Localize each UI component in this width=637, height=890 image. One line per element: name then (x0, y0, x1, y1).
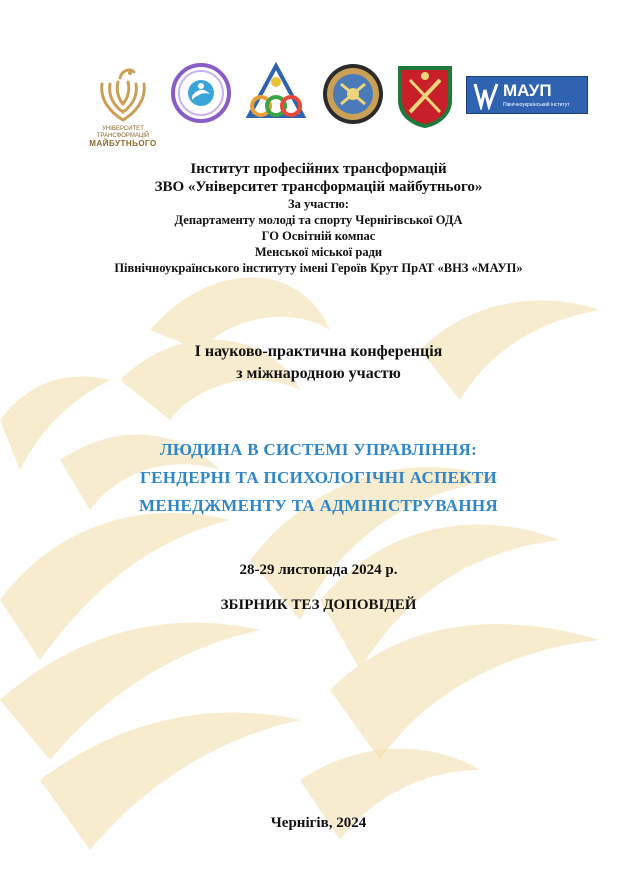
conference-line-1: І науково-практична конференція (194, 343, 443, 360)
phoenix-icon (90, 62, 156, 126)
title-line-1: ЛЮДИНА В СИСТЕМІ УПРАВЛІННЯ: (159, 440, 478, 459)
maup-badge (466, 76, 588, 114)
shield-icon (396, 62, 454, 128)
mena-logo (243, 62, 309, 124)
city-year: Чернігів, 2024 (270, 815, 367, 831)
title-line-3: МЕНЕДЖМЕНТУ ТА АДМІНІСТРУВАННЯ (139, 496, 498, 515)
conference-line-2: з міжнародною участю (236, 365, 401, 382)
triangle-rings-icon (243, 62, 309, 124)
organizer-institute: Інститут професійних трансформацій (190, 161, 447, 177)
maup-logo (466, 62, 588, 114)
chernihiv-emblem-logo (321, 62, 385, 126)
organizer-university: ЗВО «Університет трансформацій майбутнього» (154, 179, 483, 195)
participant-item: Менської міської ради (254, 245, 383, 259)
logo-caption-top: УНІВЕРСИТЕТ ТРАНСФОРМАЦІЙ (96, 126, 150, 139)
conference-type (0, 341, 637, 385)
maup-subtitle: Північноукраїнський інститут (502, 102, 570, 108)
compass-circle-icon (170, 62, 232, 124)
round-emblem-icon (321, 62, 385, 126)
partner-logos-row (88, 62, 588, 152)
maup-title: МАУП (502, 81, 552, 100)
participant-item: Департаменту молоді та спорту Чернігівської ОДА (174, 213, 463, 227)
participant-item: ГО Освітній компас (261, 229, 376, 243)
maup-mark-icon (471, 80, 501, 110)
collection-heading: ЗБІРНИК ТЕЗ ДОПОВІДЕЙ (220, 597, 417, 613)
educational-compass-logo (170, 62, 232, 124)
organizers-block (0, 160, 637, 276)
conference-title (0, 436, 637, 520)
conference-date: 28-29 листопада 2024 р. (239, 562, 398, 578)
participant-item: Північноукраїнського інституту імені Героїв Крут ПрАТ «ВНЗ «МАУП» (114, 261, 523, 275)
title-line-2: ГЕНДЕРНІ ТА ПСИХОЛОГІЧНІ АСПЕКТИ (139, 468, 498, 487)
university-of-future-logo (88, 62, 158, 147)
participation-label: За участю: (288, 197, 349, 211)
logo-caption-main: МАЙБУТНЬОГО (89, 139, 157, 148)
mena-coat-of-arms-logo (396, 62, 454, 128)
